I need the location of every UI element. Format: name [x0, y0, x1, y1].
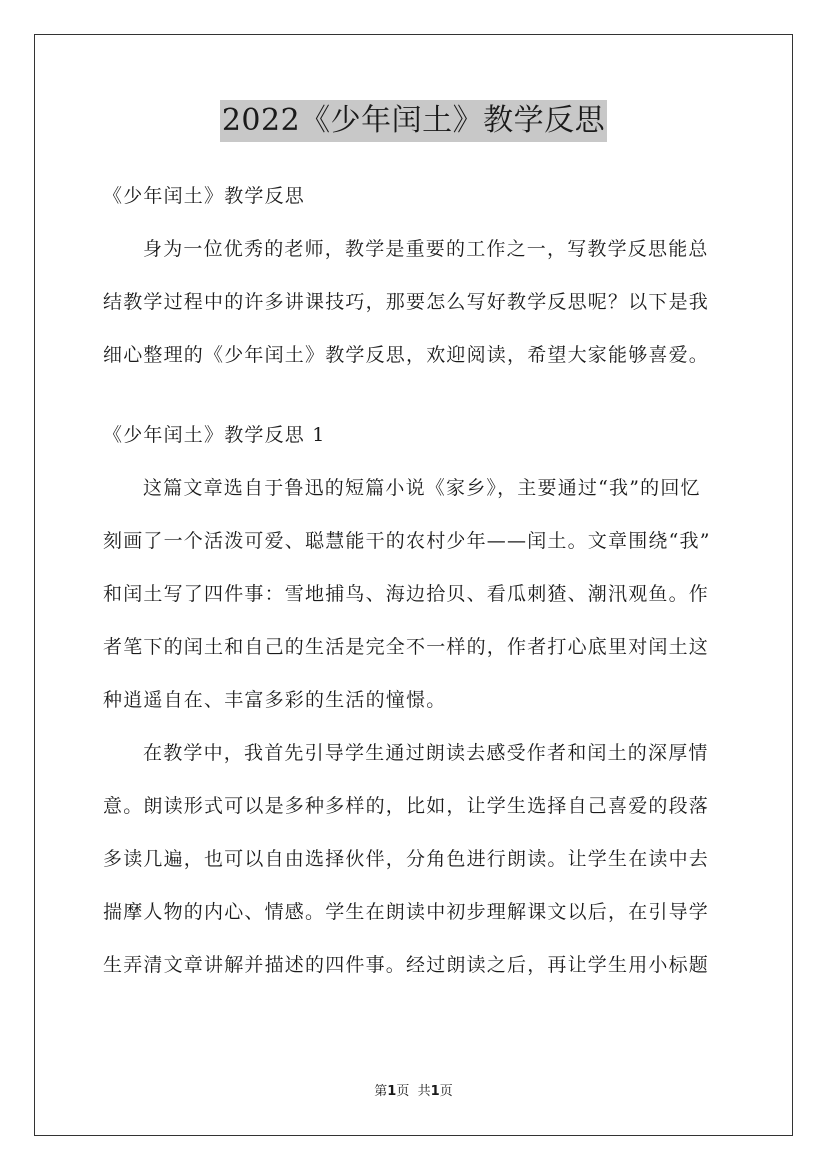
intro-line: 细心整理的《少年闰土》教学反思，欢迎阅读，希望大家能够喜爱。 [103, 344, 710, 366]
paragraph-gap [103, 382, 727, 409]
total-suffix: 页 [439, 1084, 453, 1099]
page-prefix: 第 [374, 1084, 388, 1099]
paragraph-line: 种逍遥自在、丰富多彩的生活的憧憬。 [103, 689, 447, 711]
subtitle: 《少年闰土》教学反思 [103, 185, 306, 207]
document-title: 2022《少年闰土》教学反思 [220, 100, 607, 142]
paragraph-line: 生弄清文章讲解并描述的四件事。经过朗读之后，再让学生用小标题 [103, 954, 710, 976]
document-body [103, 170, 727, 992]
paragraph-line: 揣摩人物的内心、情感。学生在朗读中初步理解课文以后，在引导学 [103, 901, 710, 923]
total-prefix: 共 [417, 1084, 431, 1099]
title-container [0, 100, 827, 142]
paragraph-line: 这篇文章选自于鲁迅的短篇小说《家乡》，主要通过“我”的回忆 [143, 477, 701, 499]
page-footer [0, 1080, 827, 1099]
paragraph-line: 者笔下的闰土和自己的生活是完全不一样的，作者打心底里对闰土这 [103, 636, 710, 658]
section-heading: 《少年闰土》教学反思 1 [103, 424, 326, 446]
intro-line: 身为一位优秀的老师，教学是重要的工作之一，写教学反思能总 [143, 238, 709, 260]
paragraph-line: 多读几遍，也可以自由选择伙伴，分角色进行朗读。让学生在读中去 [103, 848, 710, 870]
paragraph-line: 和闰土写了四件事：雪地捕鸟、海边拾贝、看瓜刺猹、潮汛观鱼。作 [103, 583, 710, 605]
paragraph-line: 在教学中，我首先引导学生通过朗读去感受作者和闰土的深厚情 [143, 742, 709, 764]
intro-line: 结教学过程中的许多讲课技巧，那要怎么写好教学反思呢？以下是我 [103, 291, 710, 313]
page-suffix: 页 [396, 1084, 410, 1099]
total-pages: 1 [430, 1084, 440, 1099]
paragraph-line: 意。朗读形式可以是多种多样的，比如，让学生选择自己喜爱的段落 [103, 795, 710, 817]
paragraph-line: 刻画了一个活泼可爱、聪慧能干的农村少年——闰土。文章围绕“我” [103, 530, 711, 552]
page-number: 1 [387, 1084, 397, 1099]
